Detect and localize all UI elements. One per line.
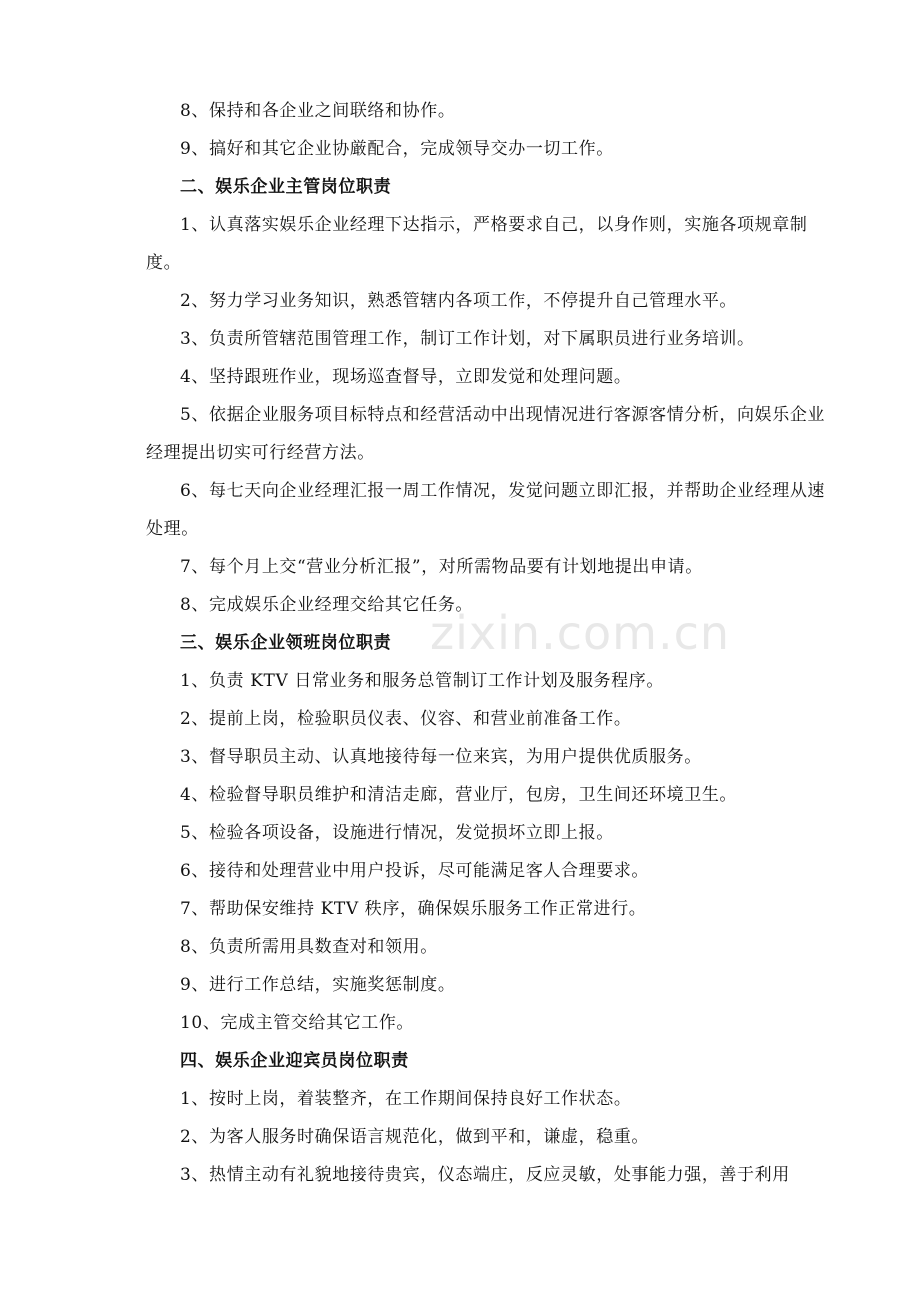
list-item: 9、进行工作总结，实施奖惩制度。 — [180, 975, 456, 995]
section-heading: 三、娱乐企业领班岗位职责 — [180, 633, 392, 653]
list-item: 1、负责 KTV 日常业务和服务总管制订工作计划及服务程序。 — [180, 671, 664, 691]
list-item: 10、完成主管交给其它工作。 — [180, 1013, 415, 1033]
list-item: 7、帮助保安维持 KTV 秩序，确保娱乐服务工作正常进行。 — [180, 899, 647, 919]
list-item: 1、按时上岗，着装整齐，在工作期间保持良好工作状态。 — [180, 1089, 632, 1109]
document-body — [146, 92, 836, 1194]
list-item: 8、负责所需用具数查对和领用。 — [180, 937, 438, 957]
list-item: 8、保持和各企业之间联络和协作。 — [180, 101, 456, 121]
watermark: zixin.com.cn — [430, 606, 731, 660]
list-item: 5、依据企业服务项目标特点和经营活动中出现情况进行客源客情分析，向娱乐企业经理提出切实可行经营方法。 — [146, 405, 826, 463]
list-item: 4、检验督导职员维护和清洁走廊，营业厅，包房，卫生间还环境卫生。 — [180, 785, 738, 805]
list-item: 6、接待和处理营业中用户投诉，尽可能满足客人合理要求。 — [180, 861, 650, 881]
list-item: 2、为客人服务时确保语言规范化，做到平和，谦虚，稳重。 — [180, 1127, 650, 1147]
list-item: 2、努力学习业务知识，熟悉管辖内各项工作，不停提升自己管理水平。 — [180, 291, 738, 311]
list-item: 8、完成娱乐企业经理交给其它任务。 — [180, 595, 474, 615]
list-item: 3、热情主动有礼貌地接待贵宾，仪态端庄，反应灵敏，处事能力强，善于利用 — [180, 1165, 790, 1185]
list-item: 4、坚持跟班作业，现场巡查督导，立即发觉和处理问题。 — [180, 367, 632, 387]
list-item: 6、每七天向企业经理汇报一周工作情况，发觉问题立即汇报，并帮助企业经理从速处理。 — [146, 481, 826, 539]
list-item: 3、负责所管辖范围管理工作，制订工作计划，对下属职员进行业务培训。 — [180, 329, 755, 349]
section-heading: 二、娱乐企业主管岗位职责 — [180, 177, 392, 197]
list-item: 7、每个月上交“营业分析汇报”，对所需物品要有计划地提出申请。 — [180, 557, 703, 577]
list-item: 1、认真落实娱乐企业经理下达指示，严格要求自己，以身作则，实施各项规章制度。 — [146, 215, 808, 273]
list-item: 2、提前上岗，检验职员仪表、仪容、和营业前准备工作。 — [180, 709, 632, 729]
list-item: 3、督导职员主动、认真地接待每一位来宾，为用户提供优质服务。 — [180, 747, 702, 767]
list-item: 9、搞好和其它企业协厳配合，完成领导交办一切工作。 — [180, 139, 614, 159]
list-item: 5、检验各项设备，设施进行情况，发觉损坏立即上报。 — [180, 823, 614, 843]
section-heading: 四、娱乐企业迎宾员岗位职责 — [180, 1051, 409, 1071]
